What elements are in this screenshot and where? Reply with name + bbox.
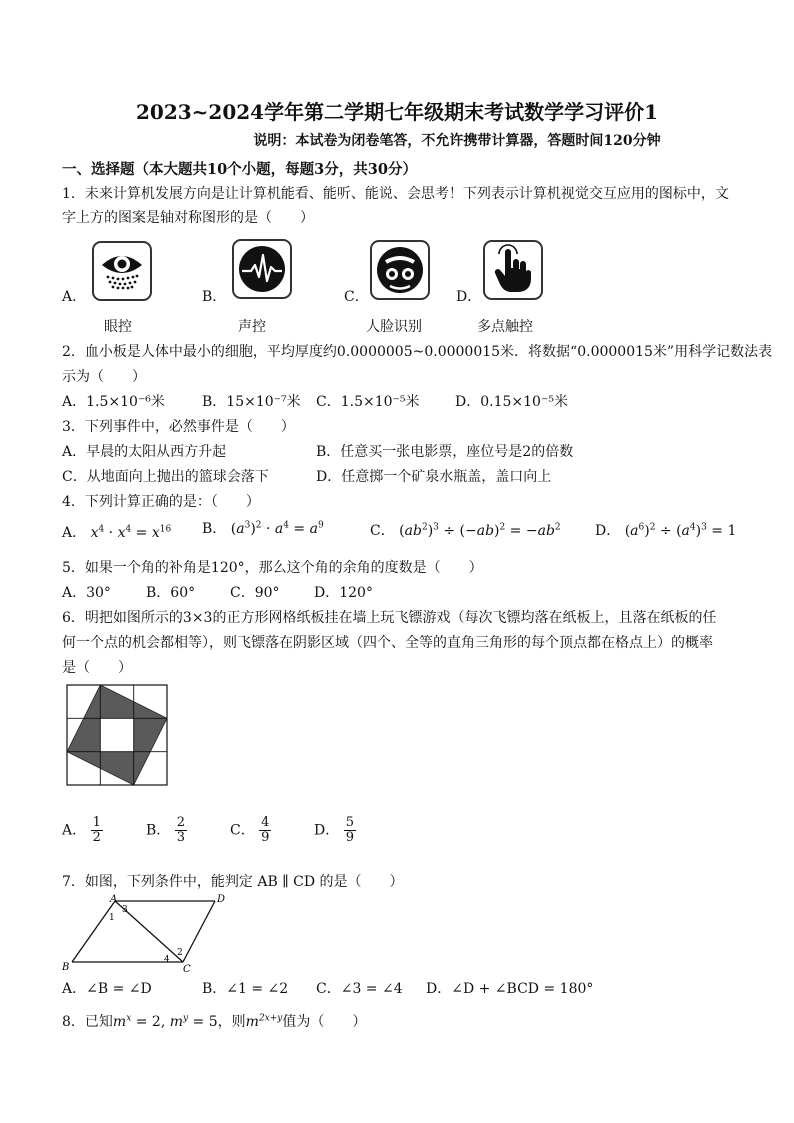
q3-option-d: D．任意掷一个矿泉水瓶盖，盖口向上	[316, 469, 552, 485]
vertex-label-b: B	[62, 962, 70, 973]
q8-suffix: ，则	[217, 1014, 246, 1030]
q3-option-a: A．早晨的太阳从西方升起	[62, 444, 227, 460]
vertex-label-a: A	[110, 894, 118, 905]
q5-option-d: D．120°	[314, 585, 373, 601]
q4-option-c-formula: $(ab^2)^3 \div (-ab)^2 = -ab^2$	[399, 522, 561, 539]
q4-option-b	[202, 518, 324, 538]
face-icon	[370, 240, 430, 300]
q3-option-c: C．从地面向上抛出的篮球会落下	[62, 469, 269, 485]
q1-caption-b: 声控	[238, 319, 266, 335]
q1-line1: 1．未来计算机发展方向是让计算机能看、能听、能说、会思考！下列表示计算机视觉交互应用的图标中，文	[62, 186, 729, 202]
q6-option-a-fraction: $\frac{1}{2}$	[92, 815, 101, 845]
exam-instructions: 说明：本试卷为闭卷笔答，不允许携带计算器，答题时间120分钟	[253, 133, 661, 149]
q2-line2: 示为（ ）	[62, 369, 146, 385]
q7-option-a: A．∠B = ∠D	[62, 981, 152, 997]
angle-label-3: 3	[122, 905, 128, 915]
q6-option-c-letter: C．	[230, 822, 255, 839]
q4-option-a	[62, 522, 171, 542]
q2-option-b: B．15×10⁻⁷米	[202, 394, 301, 410]
q1-option-b-letter: B．	[202, 289, 227, 305]
hand-touch-icon	[483, 240, 543, 300]
dartboard-grid-figure	[66, 684, 168, 786]
q2-line1: 2．血小板是人体中最小的细胞，平均厚度约0.0000005~0.0000015米．将数据“0.0000015米”用科学记数法表	[62, 344, 773, 360]
q6-option-a	[62, 816, 103, 845]
q3-option-b: B．任意买一张电影票，座位号是2的倍数	[316, 444, 574, 460]
angle-label-4: 4	[164, 955, 170, 965]
q4-option-a-letter: A．	[62, 525, 87, 541]
heartbeat-icon	[232, 239, 292, 299]
q4-option-d	[595, 520, 736, 540]
q6-option-b-letter: B．	[146, 822, 171, 839]
q2-option-d: D．0.15×10⁻⁵米	[455, 394, 568, 410]
q7-option-b: B．∠1 = ∠2	[202, 981, 289, 997]
section-heading: 一、选择题（本大题共10个小题，每题3分，共30分）	[62, 161, 417, 178]
q6-option-d	[314, 816, 356, 845]
vertex-label-c: C	[183, 964, 191, 974]
q4-option-c-letter: C．	[370, 523, 395, 539]
q8-given-equations: $m^x = 2$, $m^y = 5$	[112, 1013, 218, 1030]
q6-line2: 何一个点的机会都相等），则飞镖落在阴影区域（四个、全等的直角三角形的每个顶点都在格点上）的概率	[62, 635, 713, 651]
q2-option-c: C．1.5×10⁻⁵米	[316, 394, 420, 410]
parallelogram-figure	[60, 890, 230, 974]
q4-option-c	[370, 520, 561, 540]
q5-option-c: C．90°	[230, 585, 280, 601]
q4-option-d-formula: $(a^6)^2 \div (a^4)^3 = 1$	[624, 522, 737, 539]
q3-stem: 3．下列事件中，必然事件是（ ）	[62, 419, 295, 435]
q1-caption-a: 眼控	[104, 319, 132, 335]
q6-option-d-fraction: $\frac{5}{9}$	[345, 815, 354, 845]
q6-option-b-fraction: $\frac{2}{3}$	[176, 815, 186, 845]
q6-line1: 6．明把如图所示的3×3的正方形网格纸板挂在墙上玩飞镖游戏（每次飞镖均落在纸板上，且落在纸板的任	[62, 610, 717, 626]
q6-option-c	[230, 816, 271, 845]
q4-option-a-formula: $x^4 \cdot x^4 = x^{16}$	[90, 524, 172, 541]
q6-line3: 是（ ）	[62, 660, 132, 676]
q4-option-b-formula: $(a^3)^2 \cdot a^4 = a^9$	[230, 520, 324, 537]
q1-option-c-letter: C．	[344, 289, 369, 305]
vertex-label-d: D	[217, 894, 226, 905]
q8-prefix: 8．已知	[62, 1014, 113, 1030]
eye-icon	[92, 241, 152, 301]
q5-stem: 5．如果一个角的补角是120°，那么这个角的余角的度数是（ ）	[62, 560, 483, 576]
q6-option-b	[146, 816, 187, 845]
angle-label-2: 2	[177, 948, 183, 958]
q6-option-a-letter: A．	[62, 822, 87, 839]
angle-label-1: 1	[109, 913, 115, 923]
exam-title: 2023~2024学年第二学期七年级期末考试数学学习评价1	[135, 100, 658, 124]
q4-option-b-letter: B．	[202, 521, 227, 537]
q6-option-c-fraction: $\frac{4}{9}$	[261, 815, 270, 845]
q2-option-a: A．1.5×10⁻⁶米	[62, 394, 165, 410]
q8-stem	[62, 1011, 366, 1031]
q4-stem: 4．下列计算正确的是：（ ）	[62, 494, 260, 510]
q5-option-a: A．30°	[62, 585, 111, 601]
q4-option-d-letter: D．	[595, 523, 621, 539]
q1-line2: 字上方的图案是轴对称图形的是（ ）	[62, 210, 314, 226]
q7-option-c: C．∠3 = ∠4	[316, 981, 403, 997]
q7-option-d: D．∠D + ∠BCD = 180°	[426, 981, 594, 997]
q7-stem: 7．如图，下列条件中，能判定 AB ∥ CD 的是（ ）	[62, 874, 404, 890]
q8-target-expression: $m^{2x+y}$	[245, 1013, 283, 1030]
q6-option-d-letter: D．	[314, 822, 340, 839]
q1-caption-d: 多点触控	[477, 319, 533, 335]
q1-option-d-letter: D．	[456, 289, 482, 305]
q8-end: 值为（ ）	[282, 1014, 367, 1030]
q5-option-b: B．60°	[146, 585, 196, 601]
q1-caption-c: 人脸识别	[366, 319, 422, 335]
q1-option-a-letter: A．	[62, 289, 87, 305]
